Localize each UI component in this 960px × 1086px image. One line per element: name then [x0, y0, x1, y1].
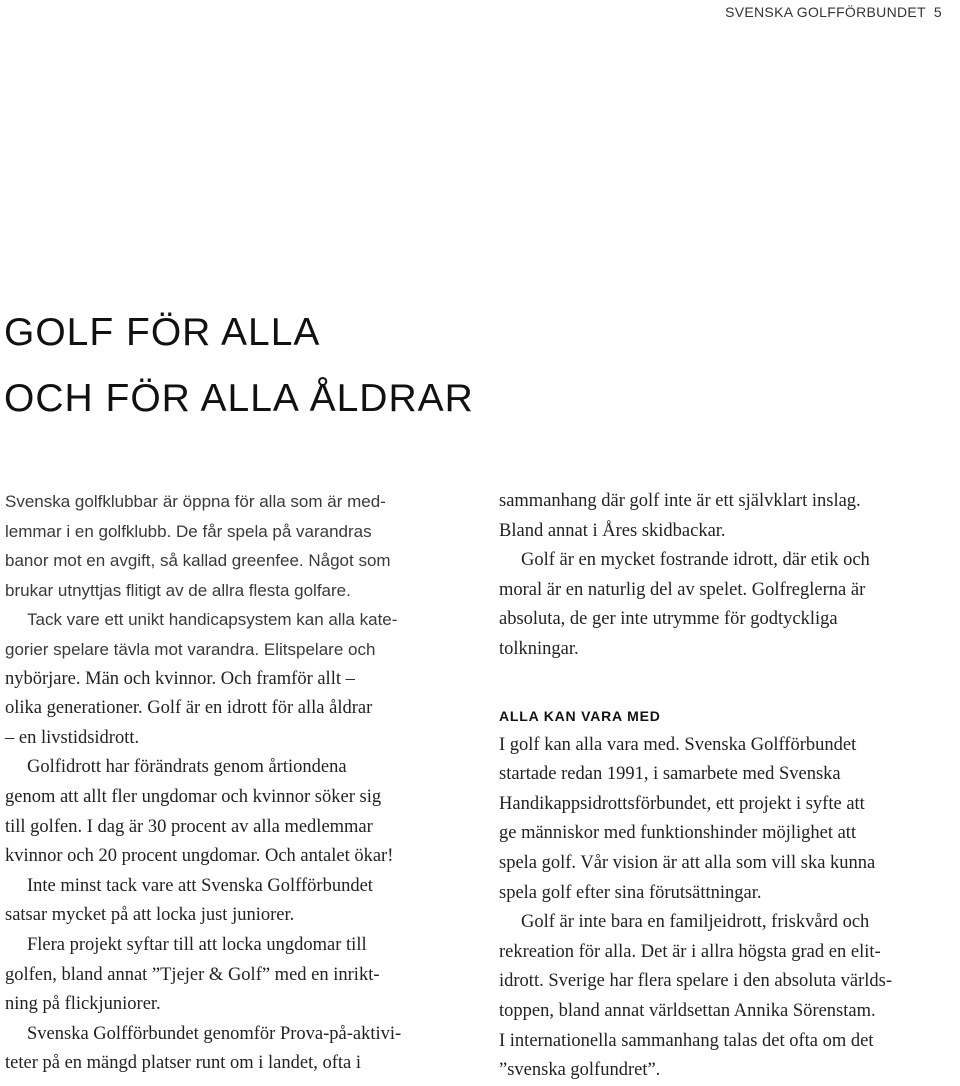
- text-line: olika generationer. Golf är en idrott för alla åldrar: [5, 698, 373, 719]
- text-line: Svenska golfklubbar är öppna för alla som är med-: [5, 492, 386, 511]
- section-heading: ALLA KAN VARA MED: [499, 707, 661, 724]
- text-line: lemmar i en golfklubb. De får spela på varandras: [5, 521, 372, 541]
- text-line: till golfen. I dag är 30 procent av alla medlemmar: [5, 816, 373, 837]
- text-line: tolkningar.: [499, 638, 579, 659]
- text-line: absoluta, de ger inte utrymme för godtyckliga: [499, 609, 838, 630]
- text-line: satsar mycket på att locka just juniorer.: [5, 905, 295, 926]
- text-line: – en livstidsidrott.: [5, 727, 140, 748]
- text-line: Golfidrott har förändrats genom årtiondena: [27, 757, 347, 778]
- text-line: brukar utnyttjas flitigt av de allra flesta golfare.: [5, 580, 351, 600]
- paragraph-ethics: [499, 546, 951, 664]
- text-line: Inte minst tack vare att Svenska Golfförbundet: [27, 875, 373, 896]
- text-line: I internationella sammanhang talas det ofta om det: [499, 1030, 874, 1051]
- text-line: Handikappsidrottsförbundet, ett projekt i syfte att: [499, 793, 865, 814]
- paragraph-projects: [5, 931, 467, 1020]
- text-line: banor mot en avgift, så kallad greenfee. Något som: [5, 551, 391, 571]
- paragraph-continuation: [499, 487, 951, 546]
- paragraph-handicap: [5, 605, 467, 753]
- text-line: genom att allt fler ungdomar och kvinnor söker sig: [5, 786, 382, 807]
- page-title-line-2: OCH FÖR ALLA ÅLDRAR: [4, 377, 474, 420]
- text-line: ning på flickjuniorer.: [5, 994, 161, 1015]
- text-line: toppen, bland annat världsettan Annika Sörenstam.: [499, 1000, 876, 1021]
- text-line: Golf är en mycket fostrande idrott, där etik och: [521, 550, 870, 571]
- paragraph-juniors: [5, 872, 467, 931]
- text-line: ”svenska golfundret”.: [499, 1060, 661, 1081]
- paragraph-intro: [5, 487, 467, 605]
- text-line: sammanhang där golf inte är ett självklart inslag.: [499, 491, 861, 511]
- text-line: Golf är inte bara en familjeidrott, friskvård och: [521, 912, 870, 933]
- paragraph-change: [5, 753, 467, 871]
- text-line: I golf kan alla vara med. Svenska Golfförbundet: [499, 734, 857, 755]
- text-line: Tack vare ett unikt handicapsystem kan alla kate-: [27, 610, 398, 630]
- paragraph-elite: [499, 908, 951, 1086]
- text-line: rekreation för alla. Det är i allra högsta grad en elit-: [499, 941, 881, 962]
- left-column: [5, 487, 467, 1079]
- text-line: spela golf efter sina förutsättningar.: [499, 882, 762, 903]
- text-line: golfen, bland annat ”Tjejer & Golf” med en inrikt-: [5, 964, 380, 985]
- text-line: moral är en naturlig del av spelet. Golfreglerna är: [499, 579, 866, 600]
- text-line: Svenska Golfförbundet genomför Prova-på-aktivi-: [27, 1023, 402, 1044]
- text-line: gorier spelare tävla mot varandra. Elitspelare och: [5, 639, 376, 659]
- running-header: [725, 4, 942, 20]
- text-line: teter på en mängd platser runt om i landet, ofta i: [5, 1053, 362, 1074]
- text-line: nybörjare. Män och kvinnor. Och framför allt –: [5, 668, 355, 689]
- page-number: 5: [933, 4, 942, 20]
- text-line: Flera projekt syftar till att locka ungdomar till: [27, 934, 367, 955]
- right-column: [499, 487, 951, 1086]
- text-line: startade redan 1991, i samarbete med Svenska: [499, 764, 841, 785]
- page-title: [4, 300, 474, 432]
- text-line: ge människor med funktionshinder möjlighet att: [499, 823, 857, 844]
- text-line: idrott. Sverige har flera spelare i den absoluta världs-: [499, 971, 892, 992]
- text-line: spela golf. Vår vision är att alla som vill ska kunna: [499, 852, 876, 873]
- paragraph-everyone: [499, 731, 951, 909]
- text-line: kvinnor och 20 procent ungdomar. Och antalet ökar!: [5, 846, 394, 867]
- running-header-title: SVENSKA GOLFFÖRBUNDET: [725, 4, 926, 20]
- text-line: Bland annat i Åres skidbackar.: [499, 520, 726, 541]
- page-title-line-1: GOLF FÖR ALLA: [4, 311, 321, 354]
